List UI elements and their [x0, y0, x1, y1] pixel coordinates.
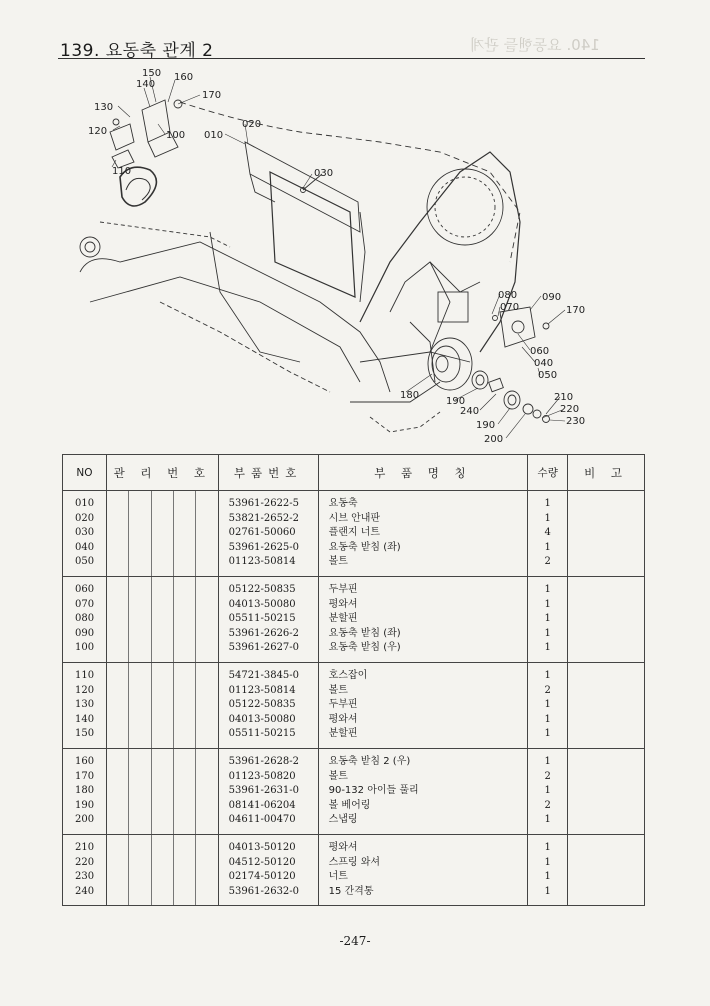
table-cell-no: 160: [75, 756, 95, 767]
callout-label: 020: [242, 119, 262, 130]
table-cell-part_no: 54721-3845-0: [228, 670, 300, 681]
table-cell-name: 볼트: [328, 684, 348, 696]
table-cell-qty: 1: [544, 785, 551, 797]
callout-label: 190: [476, 420, 496, 431]
table-cell-name: 15 간격통: [328, 885, 374, 897]
bracket-assembly-drawing: [110, 100, 182, 206]
callout-label: 030: [314, 168, 334, 179]
remarks-cell: [568, 577, 645, 663]
table-cell-part_no: 53961-2625-0: [228, 541, 300, 553]
page-number: -247-: [339, 934, 371, 948]
table-cell-name: 평와셔: [328, 842, 358, 853]
table-cell-qty: 1: [544, 699, 551, 711]
callout-label: 050: [538, 370, 558, 381]
table-cell-name: 요동축 받침 (좌): [328, 627, 401, 639]
table-cell-qty: 2: [544, 770, 551, 782]
table-cell-no: 200: [75, 814, 95, 826]
col-no-cell: [63, 663, 107, 749]
table-cell-name: 요동축 받침 2 (우): [328, 756, 411, 767]
table-cell-qty: 1: [544, 498, 551, 509]
callout-label: 220: [560, 404, 580, 415]
callout-label: 170: [566, 305, 586, 316]
table-cell-name: 볼트: [328, 556, 348, 568]
table-cell-part_no: 05122-50835: [228, 584, 296, 595]
table-row-group: [63, 835, 645, 906]
table-cell-part_no: 53961-2632-0: [228, 885, 300, 897]
col-no-cell: [63, 749, 107, 835]
table-cell-no: 210: [75, 842, 95, 853]
table-cell-qty: 1: [544, 613, 551, 625]
table-cell-part_no: 02761-50060: [228, 527, 296, 539]
col-qty-cell: [528, 663, 568, 749]
exploded-parts-diagram: [60, 62, 645, 450]
callout-label: 090: [542, 292, 562, 303]
table-cell-qty: 2: [544, 799, 551, 811]
table-cell-qty: 1: [544, 814, 551, 826]
table-cell-no: 020: [75, 512, 95, 524]
parts-table: [62, 454, 645, 906]
table-cell-no: 080: [75, 613, 95, 625]
col-no-cell: [63, 491, 107, 577]
table-cell-no: 220: [75, 856, 95, 868]
table-cell-part_no: 04013-50080: [228, 598, 296, 610]
callout-label: 230: [566, 416, 586, 427]
table-cell-part_no: 53961-2622-5: [228, 498, 300, 509]
table-cell-name: 볼 베어링: [328, 799, 371, 811]
callout-label: 040: [534, 358, 554, 369]
table-cell-part_no: 53961-2627-0: [228, 642, 300, 654]
col-name-cell: [318, 491, 528, 577]
remarks-cell: [568, 749, 645, 835]
table-cell-name: 평와셔: [328, 598, 358, 610]
col-qty-cell: [528, 835, 568, 906]
management-no-cell: [106, 577, 218, 663]
table-cell-no: 050: [75, 556, 95, 568]
callout-label: 210: [554, 392, 574, 403]
table-cell-qty: 1: [544, 856, 551, 868]
table-cell-no: 100: [75, 642, 95, 654]
table-cell-no: 070: [75, 598, 95, 610]
table-cell-no: 140: [75, 713, 95, 725]
col-no-cell: [63, 835, 107, 906]
table-cell-name: 요동축: [328, 498, 358, 509]
col-pn-cell: [218, 663, 318, 749]
table-cell-no: 240: [75, 885, 95, 897]
table-cell-part_no: 53961-2626-2: [228, 627, 300, 639]
table-cell-part_no: 01123-50814: [228, 556, 296, 568]
col-pn-cell: [218, 577, 318, 663]
parts-table-body: [63, 491, 645, 906]
header-remarks: 비 고: [568, 455, 645, 491]
table-cell-part_no: 04611-00470: [228, 814, 296, 826]
callout-label: 010: [204, 130, 224, 141]
chassis-drawing: [80, 102, 520, 392]
management-no-cell: [106, 749, 218, 835]
callout-label: 180: [400, 390, 420, 401]
remarks-cell: [568, 663, 645, 749]
table-cell-qty: 1: [544, 627, 551, 639]
table-cell-qty: 1: [544, 598, 551, 610]
main-frame-drawing: [350, 152, 520, 432]
header-no: NO: [63, 455, 107, 491]
table-cell-part_no: 08141-06204: [228, 799, 296, 811]
table-cell-no: 040: [75, 541, 95, 553]
callout-label: 190: [446, 396, 466, 407]
table-cell-part_no: 05511-50215: [228, 728, 296, 740]
table-cell-no: 230: [75, 871, 95, 883]
table-cell-part_no: 01123-50820: [228, 770, 296, 782]
table-cell-part_no: 04512-50120: [228, 856, 296, 868]
callout-label: 150: [142, 68, 162, 79]
col-qty-cell: [528, 491, 568, 577]
callout-label: 240: [460, 406, 480, 417]
table-cell-qty: 4: [544, 527, 551, 539]
table-cell-qty: 1: [544, 728, 551, 740]
table-cell-part_no: 53961-2631-0: [228, 785, 300, 797]
col-pn-cell: [218, 835, 318, 906]
col-name-cell: [318, 577, 528, 663]
callout-label: 060: [530, 346, 550, 357]
table-cell-no: 090: [75, 627, 95, 639]
bleed-through-title: 140. 요동핸들 관계: [470, 36, 600, 54]
table-cell-qty: 2: [544, 556, 551, 568]
management-no-cell: [106, 835, 218, 906]
callout-label: 110: [112, 166, 132, 177]
table-cell-part_no: 04013-50080: [228, 713, 296, 725]
table-cell-name: 평와셔: [328, 713, 358, 725]
management-no-cell: [106, 663, 218, 749]
table-header-row: [63, 455, 645, 491]
header-qty: 수량: [528, 455, 568, 491]
table-cell-part_no: 01123-50814: [228, 684, 296, 696]
table-row-group: [63, 663, 645, 749]
table-cell-name: 두부핀: [328, 699, 358, 711]
table-cell-name: 스냅링: [328, 814, 358, 826]
table-cell-name: 요동축 받침 (좌): [328, 541, 401, 553]
col-qty-cell: [528, 577, 568, 663]
table-row-group: [63, 491, 645, 577]
table-cell-qty: 1: [544, 512, 551, 524]
table-row-group: [63, 749, 645, 835]
col-no-cell: [63, 577, 107, 663]
table-cell-qty: 1: [544, 871, 551, 883]
table-cell-qty: 1: [544, 713, 551, 725]
callout-label: 140: [136, 79, 156, 90]
col-name-cell: [318, 663, 528, 749]
sheave-guide-plate-drawing: [245, 142, 365, 302]
table-cell-name: 볼트: [328, 770, 348, 782]
table-row-group: [63, 577, 645, 663]
remarks-cell: [568, 491, 645, 577]
table-cell-name: 90-132 아이들 풀리: [328, 785, 419, 797]
table-cell-no: 170: [75, 770, 95, 782]
table-cell-no: 120: [75, 684, 95, 696]
table-cell-name: 호스잡이: [328, 670, 368, 681]
table-cell-no: 110: [75, 670, 95, 681]
table-cell-no: 060: [75, 584, 95, 595]
management-no-cell: [106, 491, 218, 577]
header-part-name: 부 품 명 칭: [318, 455, 528, 491]
table-cell-no: 180: [75, 785, 95, 797]
table-cell-qty: 1: [544, 642, 551, 654]
table-cell-qty: 1: [544, 584, 551, 595]
callout-label: 130: [94, 102, 114, 113]
page-title: 139. 요동축 관계 2: [60, 41, 214, 61]
callout-label: 170: [202, 90, 222, 101]
table-cell-qty: 1: [544, 842, 551, 853]
callout-label: 080: [498, 290, 518, 301]
callout-label: 160: [174, 72, 194, 83]
table-cell-part_no: 05122-50835: [228, 699, 296, 711]
table-cell-name: 분할핀: [328, 728, 358, 740]
table-cell-name: 너트: [328, 871, 348, 883]
table-cell-no: 150: [75, 728, 95, 740]
table-cell-qty: 1: [544, 885, 551, 897]
table-cell-part_no: 53961-2628-2: [228, 756, 300, 767]
table-cell-no: 130: [75, 699, 95, 711]
table-cell-name: 시브 안내판: [328, 512, 381, 524]
table-cell-name: 스프링 와셔: [328, 856, 381, 868]
title-rule: [58, 58, 645, 59]
table-cell-no: 010: [75, 498, 95, 509]
table-cell-name: 요동축 받침 (우): [328, 642, 401, 654]
table-cell-name: 분할핀: [328, 613, 358, 625]
table-cell-qty: 2: [544, 684, 551, 696]
table-cell-part_no: 53821-2652-2: [228, 512, 300, 524]
table-cell-part_no: 04013-50120: [228, 842, 296, 853]
callout-label: 200: [484, 434, 504, 445]
table-cell-part_no: 05511-50215: [228, 613, 296, 625]
callout-label: 120: [88, 126, 108, 137]
col-name-cell: [318, 749, 528, 835]
table-cell-name: 두부핀: [328, 584, 358, 595]
col-name-cell: [318, 835, 528, 906]
col-qty-cell: [528, 749, 568, 835]
col-pn-cell: [218, 491, 318, 577]
table-cell-qty: 1: [544, 670, 551, 681]
table-cell-name: 플랜지 너트: [328, 527, 381, 539]
header-part-no: 부품번호: [218, 455, 318, 491]
table-cell-qty: 1: [544, 756, 551, 767]
remarks-cell: [568, 835, 645, 906]
table-cell-qty: 1: [544, 541, 551, 553]
col-pn-cell: [218, 749, 318, 835]
table-cell-part_no: 02174-50120: [228, 871, 296, 883]
header-management-no: 관 리 번 호: [106, 455, 218, 491]
callout-label: 070: [500, 302, 520, 313]
table-cell-no: 190: [75, 799, 95, 811]
callout-label: 100: [166, 130, 186, 141]
table-cell-no: 030: [75, 527, 95, 539]
